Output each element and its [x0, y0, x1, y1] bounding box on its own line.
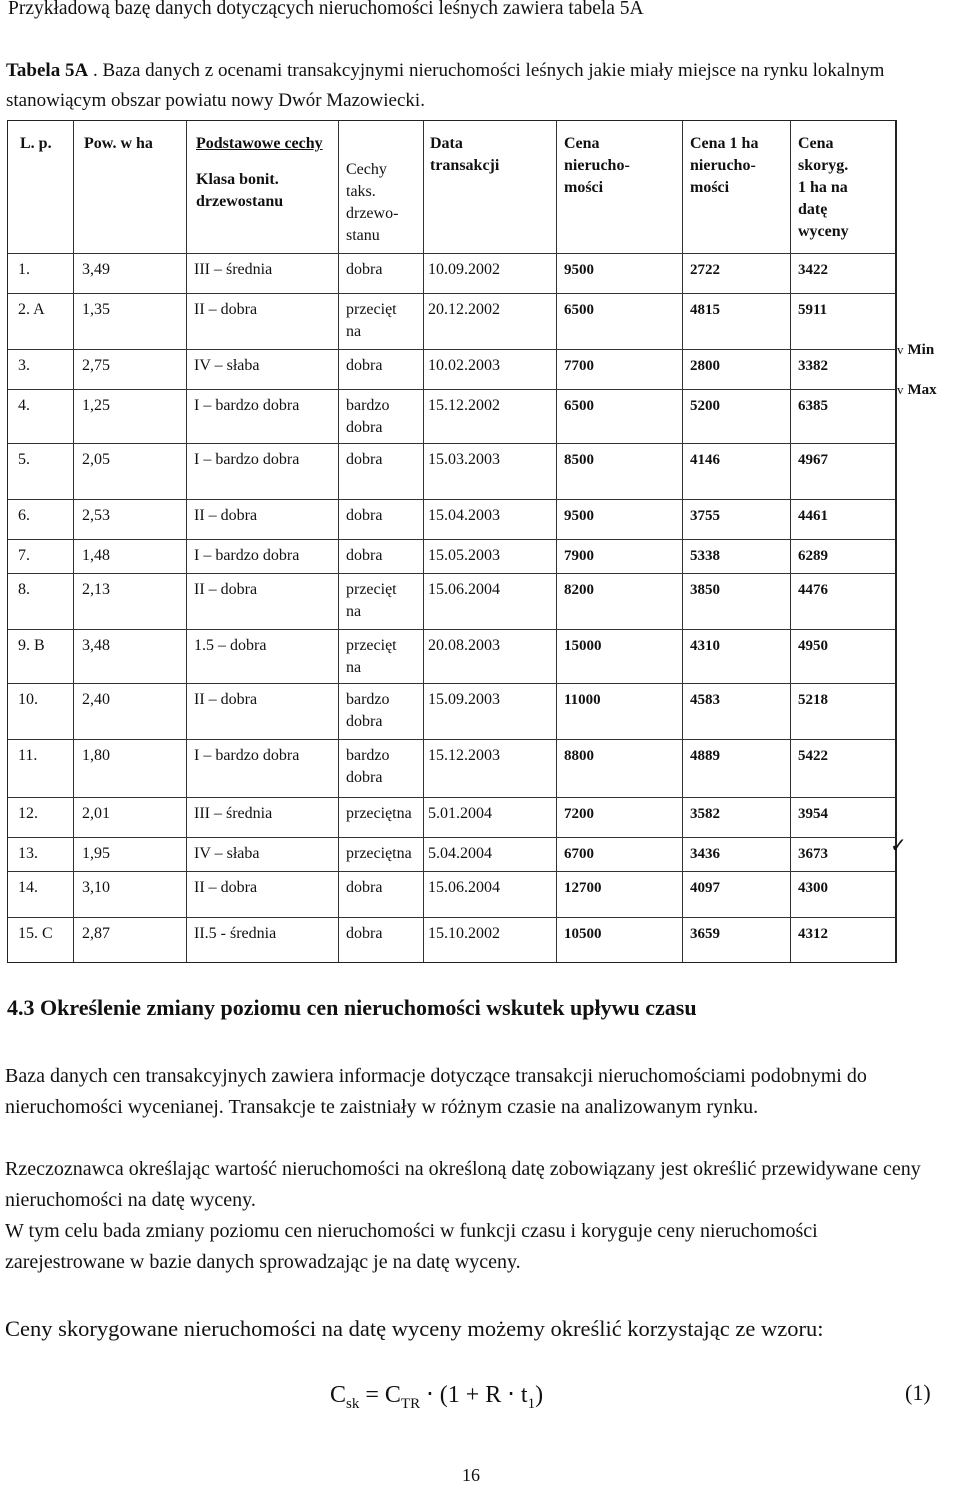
row-adjusted-price: 6289 [798, 548, 828, 564]
row-class: 1.5 – dobra [194, 637, 267, 654]
tick-mark: v [897, 342, 904, 357]
row-class: IV – słaba [194, 357, 260, 374]
header-cena: Cena nierucho- mości [564, 135, 630, 196]
row-area: 2,05 [82, 451, 110, 468]
row-lp: 4. [18, 397, 30, 414]
row-price: 9500 [564, 262, 594, 278]
tick-mark: v [897, 382, 904, 397]
row-area: 2,75 [82, 357, 110, 374]
header-klasa: Klasa bonit. drzewostanu [196, 171, 284, 210]
row-price: 8200 [564, 582, 594, 598]
row-class: I – bardzo dobra [194, 747, 300, 764]
table-caption [6, 56, 936, 116]
table-row-divider [8, 253, 895, 254]
row-area: 1,35 [82, 301, 110, 318]
row-price-per-ha: 3582 [690, 806, 720, 822]
table-row-divider [8, 871, 895, 872]
header-data: Data transakcji [430, 135, 500, 174]
row-area: 1,95 [82, 845, 110, 862]
row-features: bardzo dobra [346, 397, 390, 436]
row-price-per-ha: 5338 [690, 548, 720, 564]
formula-eq: = [365, 1382, 379, 1408]
row-area: 3,10 [82, 879, 110, 896]
row-price: 11000 [564, 692, 601, 708]
formula-rest-a: ⋅ (1 + R ⋅ t [426, 1382, 528, 1408]
row-lp: 14. [18, 879, 38, 896]
table-row-divider [8, 797, 895, 798]
row-features: dobra [346, 879, 383, 896]
formula [330, 1380, 543, 1413]
row-price-per-ha: 5200 [690, 398, 720, 414]
row-date: 15.03.2003 [428, 451, 500, 468]
paragraph-3: W tym celu bada zmiany poziomu cen nieruchomości w funkcji czasu i koryguje ceny nieruchomości zarejestrowane w bazie danych sprowadzając je na datę wyceny. [5, 1220, 818, 1273]
page-number: 16 [462, 1465, 480, 1485]
row-adjusted-price: 4300 [798, 880, 828, 896]
row-features: bardzo dobra [346, 747, 390, 786]
row-price-per-ha: 2800 [690, 358, 720, 374]
row-price-per-ha: 4815 [690, 302, 720, 318]
row-price: 6500 [564, 398, 594, 414]
row-features: bardzo dobra [346, 691, 390, 730]
row-date: 20.08.2003 [428, 637, 500, 654]
row-class: II – dobra [194, 691, 258, 708]
row-date: 15.09.2003 [428, 691, 500, 708]
row-price: 7200 [564, 806, 594, 822]
row-price: 8800 [564, 748, 594, 764]
table-row-divider [8, 293, 895, 294]
row-class: II – dobra [194, 581, 258, 598]
row-lp: 10. [18, 691, 38, 708]
row-area: 2,87 [82, 925, 110, 942]
row-date: 15.04.2003 [428, 507, 500, 524]
row-price-per-ha: 3659 [690, 926, 720, 942]
max-annotation [897, 382, 937, 399]
row-date: 15.12.2003 [428, 747, 500, 764]
table-row-divider [8, 573, 895, 574]
forest-transactions-table [7, 120, 897, 963]
formula-c2: C [384, 1382, 401, 1408]
row-lp: 5. [18, 451, 30, 468]
row-class: IV – słaba [194, 845, 260, 862]
row-lp: 1. [18, 261, 30, 278]
row-date: 5.01.2004 [428, 805, 492, 822]
table-column-divider [186, 121, 187, 962]
table-column-divider [682, 121, 683, 962]
row-price: 8500 [564, 452, 594, 468]
row-lp: 8. [18, 581, 30, 598]
row-area: 1,80 [82, 747, 110, 764]
table-row-divider [8, 739, 895, 740]
row-date: 10.09.2002 [428, 261, 500, 278]
row-features: dobra [346, 357, 383, 374]
table-column-divider [556, 121, 557, 962]
row-price-per-ha: 4310 [690, 638, 720, 654]
row-adjusted-price: 3673 [798, 846, 828, 862]
row-area: 3,48 [82, 637, 110, 654]
row-lp: 6. [18, 507, 30, 524]
row-date: 15.06.2004 [428, 879, 500, 896]
row-date: 15.06.2004 [428, 581, 500, 598]
formula-sub-tr: TR [400, 1395, 421, 1412]
row-area: 1,48 [82, 547, 110, 564]
row-area: 1,25 [82, 397, 110, 414]
min-annotation [897, 342, 934, 359]
table-column-divider [790, 121, 791, 962]
table-column-divider [73, 121, 74, 962]
row-price-per-ha: 4889 [690, 748, 720, 764]
row-lp: 7. [18, 547, 30, 564]
table-row-divider [8, 837, 895, 838]
header-cena-1ha: Cena 1 ha nierucho- mości [690, 135, 759, 196]
table-row-divider [8, 539, 895, 540]
row-class: II – dobra [194, 507, 258, 524]
caption-text: . Baza danych z ocenami transakcyjnymi nieruchomości leśnych jakie miały miejsce na rynku lokalnym stanowiącym obszar powiatu nowy Dwór Mazowiecki. [6, 60, 885, 111]
row-adjusted-price: 4461 [798, 508, 828, 524]
row-price-per-ha: 3850 [690, 582, 720, 598]
max-annotation-label: Max [907, 382, 937, 398]
row-features: przecięt na [346, 301, 397, 340]
row-features: przecięt na [346, 581, 397, 620]
row-adjusted-price: 4967 [798, 452, 828, 468]
table-column-divider [338, 121, 339, 962]
row-features: przeciętna [346, 845, 412, 862]
row-price: 6700 [564, 846, 594, 862]
row-class: III – średnia [194, 805, 273, 822]
row-lp: 13. [18, 845, 38, 862]
header-podstawowe: Podstawowe cechy [196, 135, 323, 152]
row-features: dobra [346, 507, 383, 524]
formula-sub-sk: sk [346, 1395, 360, 1412]
row-adjusted-price: 5911 [798, 302, 828, 318]
row-area: 2,40 [82, 691, 110, 708]
row-date: 20.12.2002 [428, 301, 500, 318]
table-row-divider [8, 917, 895, 918]
row-price-per-ha: 4097 [690, 880, 720, 896]
paragraph-1: Baza danych cen transakcyjnych zawiera informacje dotyczące transakcji nieruchomościami podobnymi do nieruchomości wycenianej. Transakcje te zaistniały w różnym czasie na analizowanym rynku. [5, 1065, 867, 1118]
row-adjusted-price: 3382 [798, 358, 828, 374]
header-cechy: Cechy taks. drzewo- stanu [346, 161, 399, 244]
header-lp: L. p. [20, 135, 52, 152]
table-row-divider [8, 629, 895, 630]
formula-rest-b: ) [535, 1382, 544, 1408]
row-features: dobra [346, 261, 383, 278]
caption-label: Tabela 5A [6, 60, 89, 81]
table-column-divider [423, 121, 424, 962]
paragraph-formula-intro: Ceny skorygowane nieruchomości na datę wyceny możemy określić korzystając ze wzoru: [5, 1316, 824, 1341]
table-row-divider [8, 349, 895, 350]
row-date: 5.04.2004 [428, 845, 492, 862]
row-price: 10500 [564, 926, 602, 942]
intro-text: Przykładową bazę danych dotyczących nieruchomości leśnych zawiera tabela 5A [8, 0, 644, 19]
check-mark: ✓ [890, 835, 907, 857]
min-annotation-label: Min [907, 342, 935, 358]
row-lp: 2. A [18, 301, 45, 318]
row-features: dobra [346, 547, 383, 564]
row-features: przecięt na [346, 637, 397, 676]
table-row-divider [8, 443, 895, 444]
row-price-per-ha: 3755 [690, 508, 720, 524]
row-price-per-ha: 4583 [690, 692, 720, 708]
row-area: 2,01 [82, 805, 110, 822]
row-date: 15.05.2003 [428, 547, 500, 564]
table-row-divider [8, 683, 895, 684]
row-price: 6500 [564, 302, 594, 318]
row-area: 2,13 [82, 581, 110, 598]
header-cena-skoryg: Cena skoryg. 1 ha na datę wyceny [798, 135, 849, 240]
row-adjusted-price: 6385 [798, 398, 828, 414]
row-date: 15.10.2002 [428, 925, 500, 942]
row-date: 10.02.2003 [428, 357, 500, 374]
row-lp: 3. [18, 357, 30, 374]
row-lp: 15. C [18, 925, 53, 942]
row-adjusted-price: 5422 [798, 748, 828, 764]
row-class: II.5 - średnia [194, 925, 277, 942]
row-class: II – dobra [194, 301, 258, 318]
row-class: II – dobra [194, 879, 258, 896]
row-price: 15000 [564, 638, 602, 654]
row-price: 7700 [564, 358, 594, 374]
row-features: dobra [346, 451, 383, 468]
row-price: 9500 [564, 508, 594, 524]
row-price: 7900 [564, 548, 594, 564]
row-adjusted-price: 3954 [798, 806, 828, 822]
row-price-per-ha: 4146 [690, 452, 720, 468]
formula-sub-1: 1 [527, 1395, 536, 1412]
formula-c1: C [330, 1382, 347, 1408]
row-lp: 9. B [18, 637, 45, 654]
row-lp: 12. [18, 805, 38, 822]
row-adjusted-price: 5218 [798, 692, 828, 708]
row-area: 3,49 [82, 261, 110, 278]
table-row-divider [8, 499, 895, 500]
row-lp: 11. [18, 747, 38, 764]
row-adjusted-price: 3422 [798, 262, 828, 278]
table-row-divider [8, 389, 895, 390]
row-class: III – średnia [194, 261, 273, 278]
row-class: I – bardzo dobra [194, 451, 300, 468]
paragraph-2: Rzeczoznawca określając wartość nieruchomości na określoną datę zobowiązany jest określić przewidywane ceny nieruchomości na datę wyceny. [5, 1158, 921, 1211]
section-heading: 4.3 Określenie zmiany poziomu cen nieruchomości wskutek upływu czasu [7, 995, 697, 1020]
row-price: 12700 [564, 880, 602, 896]
row-price-per-ha: 2722 [690, 262, 720, 278]
formula-number: (1) [905, 1380, 931, 1405]
row-area: 2,53 [82, 507, 110, 524]
row-price-per-ha: 3436 [690, 846, 720, 862]
row-class: I – bardzo dobra [194, 547, 300, 564]
row-adjusted-price: 4950 [798, 638, 828, 654]
row-adjusted-price: 4312 [798, 926, 828, 942]
row-features: dobra [346, 925, 383, 942]
row-adjusted-price: 4476 [798, 582, 828, 598]
row-class: I – bardzo dobra [194, 397, 300, 414]
row-features: przeciętna [346, 805, 412, 822]
row-date: 15.12.2002 [428, 397, 500, 414]
header-pow: Pow. w ha [84, 135, 153, 152]
